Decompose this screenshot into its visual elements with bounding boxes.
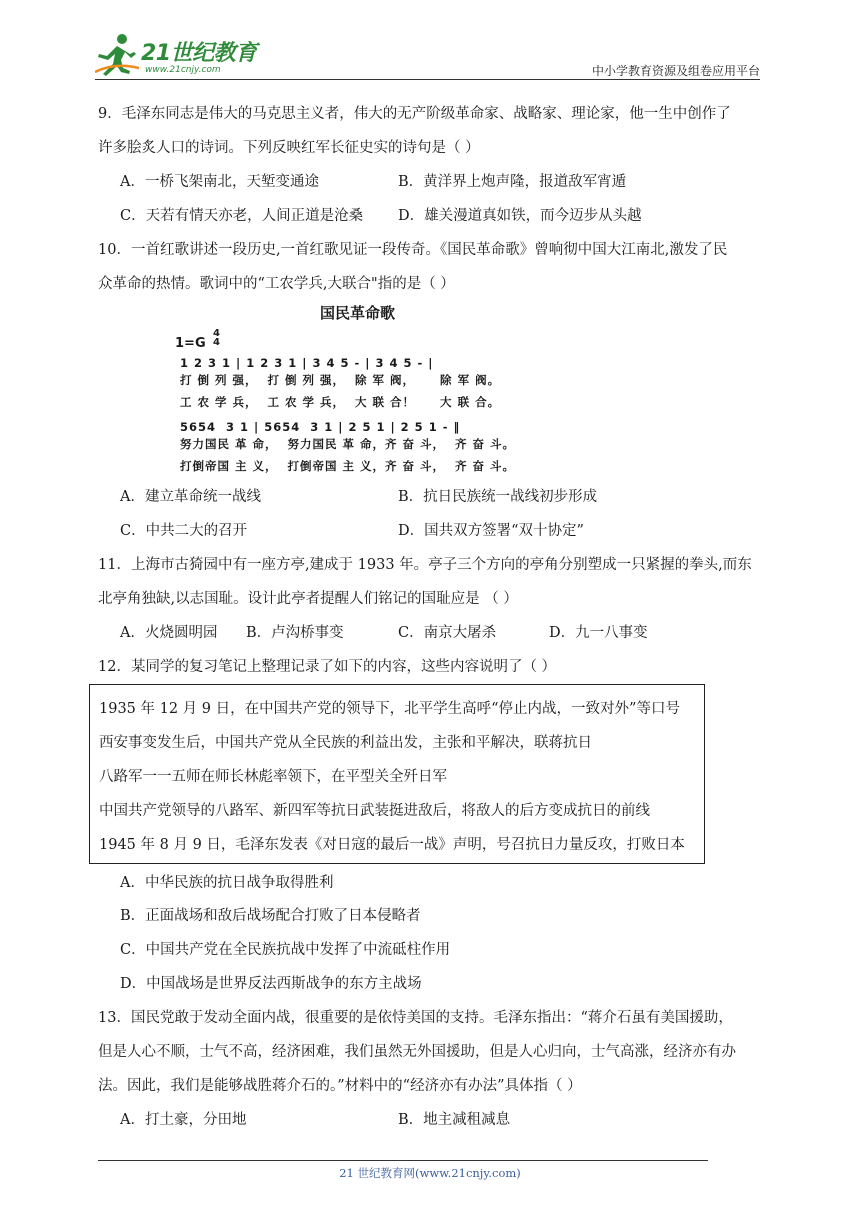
question-9-option-c: C．天若有情天亦老，人间正道是沧桑 [120,208,364,224]
question-13-stem-line-1: 13．国民党敢于发动全面内战，很重要的是依恃美国的支持。毛泽东指出：“蒋介石虽有美国援助， [98,1010,733,1026]
song-key: 1=G [175,336,206,351]
note-line: 1935 年 12 月 9 日，在中国共产党的领导下，北平学生高呼“停止内战，一致对外”等口号 [99,701,680,717]
song-lyrics-row-2b: 打倒帝国 主 义， 打倒帝国 主 义，齐 奋 斗， 齐 奋 斗。 [180,459,516,473]
song-title: 国民革命歌 [320,304,396,322]
question-13-stem-line-2: 但是人心不顺，士气不高，经济困难，我们虽然无外国援助，但是人心归向，士气高涨，经济亦有办 [98,1044,736,1060]
logo-text: 21世纪教育 [141,41,257,66]
question-10-option-b: B．抗日民族统一战线初步形成 [398,489,598,505]
time-signature-top: 4 [213,328,220,339]
site-logo [95,30,265,80]
song-score-image [170,302,610,472]
question-10-stem-line-2: 众革命的热情。歌词中的“工农学兵,大联合"指的是（ ） [98,276,455,292]
logo-url: www.21cnjy.com [145,65,221,75]
question-11-option-d: D．九一八事变 [549,625,648,641]
question-12-option-b: B．正面战场和敌后战场配合打败了日本侵略者 [120,908,421,924]
question-12-option-d: D．中国战场是世界反法西斯战争的东方主战场 [120,976,422,992]
question-9-option-b: B．黄洋界上炮声隆，报道敌军宵遁 [398,174,627,190]
song-notes-row-1: 1 2 3 1 | 1 2 3 1 | 3 4 5 - | 3 4 5 - | [180,356,434,370]
note-line: 1945 年 8 月 9 日，毛泽东发表《对日寇的最后一战》声明，号召抗日力量反攻，打败日本 [99,837,685,853]
song-lyrics-row-1b: 工 农 学 兵， 工 农 学 兵， 大 联 合！ 大 联 合。 [180,395,501,409]
footer-divider [98,1160,708,1161]
question-11-option-a: A．火烧圆明园 [120,625,218,641]
question-9-option-d: D．雄关漫道真如铁，而今迈步从头越 [398,208,642,224]
song-notes-row-2: 5654 3 1 | 5654 3 1 | 2 5 1 | 2 5 1 - ‖ [180,420,461,434]
runner-icon [95,32,139,78]
question-12-option-c: C．中国共产党在全民族抗战中发挥了中流砥柱作用 [120,942,451,958]
time-signature-bottom: 4 [213,337,220,348]
question-9-stem-line-2: 许多脍炙人口的诗词。下列反映红军长征史实的诗句是（ ） [98,140,480,156]
question-11-stem-line-2: 北亭角独缺,以志国耻。设计此亭者提醒人们铭记的国耻应是 （ ） [98,591,518,607]
question-10-option-a: A．建立革命统一战线 [120,489,261,505]
question-10-option-d: D．国共双方签署“双十协定” [398,523,584,539]
page-header [95,30,760,82]
question-10-option-c: C．中共二大的召开 [120,523,248,539]
song-time-signature [213,329,220,347]
question-11-stem-line-1: 11．上海市古猗园中有一座方亭,建成于 1933 年。亭子三个方向的亭角分别塑成一只紧握的拳头,而东 [98,557,752,573]
song-lyrics-row-2a: 努力国民 革 命， 努力国民 革 命，齐 奋 斗， 齐 奋 斗。 [180,437,516,451]
header-divider [95,79,760,80]
question-12-option-a: A．中华民族的抗日战争取得胜利 [120,875,334,891]
page-footer: 21 世纪教育网(www.21cnjy.com) [339,1166,521,1180]
question-12-stem: 12．某同学的复习笔记上整理记录了如下的内容，这些内容说明了（ ） [98,659,557,675]
question-11-option-b: B．卢沟桥事变 [246,625,344,641]
note-line: 八路军一一五师在师长林彪率领下，在平型关全歼日军 [99,769,447,785]
question-10-stem-line-1: 10．一首红歌讲述一段历史,一首红歌见证一段传奇。《国民革命歌》曾响彻中国大江南北,激发了民 [98,242,728,258]
question-13-option-b: B．地主减租减息 [398,1112,511,1128]
platform-title: 中小学教育资源及组卷应用平台 [591,64,760,78]
question-13-stem-line-3: 法。因此，我们是能够战胜蒋介石的。”材料中的“经济亦有办法”具体指（ ） [98,1078,582,1094]
note-line: 中国共产党领导的八路军、新四军等抗日武装挺进敌后，将敌人的后方变成抗日的前线 [99,803,650,819]
notes-box [89,684,705,864]
question-9-stem-line-1: 9．毛泽东同志是伟大的马克思主义者，伟大的无产阶级革命家、战略家、理论家，他一生中创作了 [98,106,731,122]
note-line: 西安事变发生后，中国共产党从全民族的利益出发，主张和平解决，联蒋抗日 [99,735,592,751]
question-11-option-c: C．南京大屠杀 [398,625,497,641]
question-13-option-a: A．打土豪，分田地 [120,1112,247,1128]
song-lyrics-row-1a: 打 倒 列 强， 打 倒 列 强， 除 军 阀， 除 军 阀。 [180,373,501,387]
question-9-option-a: A．一桥飞架南北，天堑变通途 [120,174,319,190]
